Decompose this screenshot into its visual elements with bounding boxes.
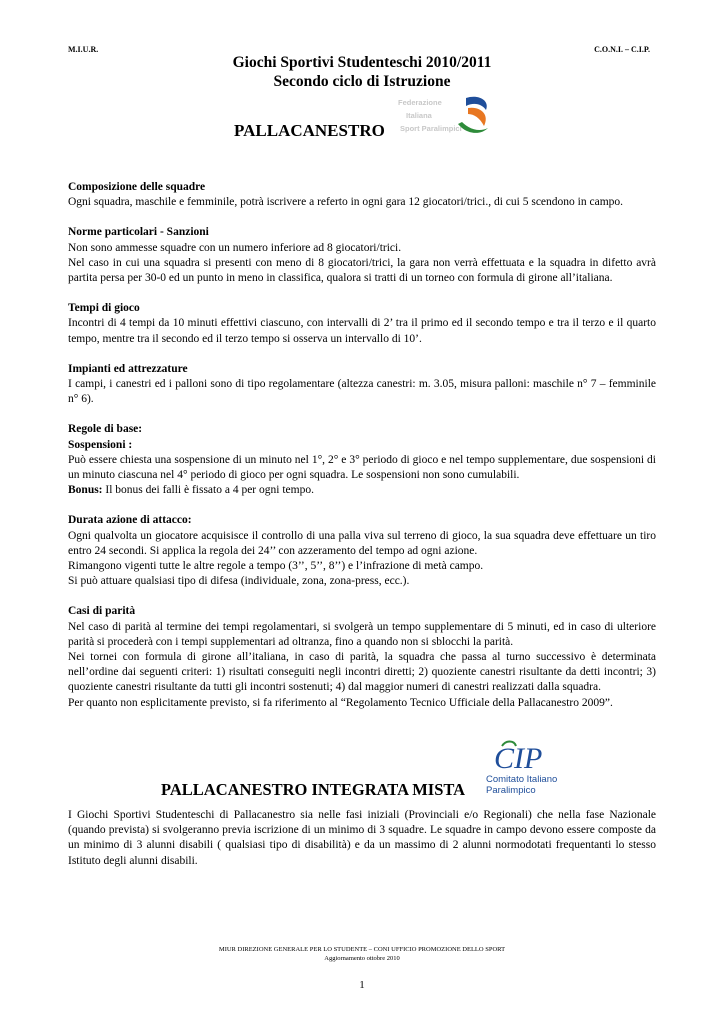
section-subheading: Sospensioni : xyxy=(68,438,133,451)
integrata-title: PALLACANESTRO INTEGRATA MISTA xyxy=(161,780,466,799)
cip-logo xyxy=(480,738,576,798)
section-heading: Composizione delle squadre xyxy=(68,181,206,193)
sport-title: PALLACANESTRO xyxy=(234,121,385,140)
logo-line-2: Italiana xyxy=(406,111,432,120)
section-heading: Impianti ed attrezzature xyxy=(68,362,188,375)
document-subtitle: Secondo ciclo di Istruzione xyxy=(273,73,451,90)
section-heading: Norme particolari - Sanzioni xyxy=(68,226,209,239)
paragraph: Ogni squadra, maschile e femminile, potrà iscrivere a referto in ogni gara 12 giocatori/trici., di cui 5 scendono in campo. xyxy=(68,196,624,209)
bonus-text: Il bonus dei falli è fissato a 4 per ogni tempo. xyxy=(102,484,314,497)
paragraph: Nel caso di parità al termine dei tempi regolamentari, si svolgerà un tempo supplementare di 5 minuti, ed in caso di ulteriore parità si procederà con i tempi supplementari ad oltranza, fino a quando non si sblocchi la parità. xyxy=(68,620,656,648)
paragraph: Incontri di 4 tempi da 10 minuti effettivi ciascuno, con intervalli di 2’ tra il primo ed il secondo tempo e tra il terzo e il quarto tempo, mentre tra il secondo ed il terzo tempo si osserva un intervallo di 10’. xyxy=(68,317,656,345)
section-impianti xyxy=(68,362,656,408)
section-tempi xyxy=(68,301,656,347)
logo-swoosh-orange xyxy=(468,108,486,126)
paragraph: Si può attuare qualsiasi tipo di difesa (individuale, zona, zona-press, ecc.). xyxy=(68,575,410,588)
paragraph-bonus xyxy=(68,483,656,498)
section-composizione xyxy=(68,180,656,210)
regulations-body xyxy=(68,180,656,726)
paragraph: I campi, i canestri ed i palloni sono di tipo regolamentare (altezza canestri: m. 3.05, misura palloni: maschile n° 7 – femminile n° 6). xyxy=(68,378,656,406)
paragraph: Per quanto non esplicitamente previsto, si fa riferimento al “Regolamento Tecnico Ufficiale della Pallacanestro 2009”. xyxy=(68,696,613,709)
paragraph: Nei tornei con formula di girone all’italiana, in caso di parità, la squadra che passa al turno successivo è determinata nell’ordine dai seguenti criteri: 1) risultati conseguiti negli incontri diretti; 2) quoziente canestri risultante da detti incontri; 3) quoziente canestri risultante da tutti gli incontri sostenuti; 4) dal maggior numeri di canestri realizzati dalla squadra. xyxy=(68,651,656,694)
header-left: M.I.U.R. xyxy=(68,45,99,54)
section-heading: Casi di parità xyxy=(68,605,136,618)
bonus-label: Bonus: xyxy=(68,484,103,497)
footer-line-1: MIUR DIREZIONE GENERALE PER LO STUDENTE – CONI UFFICIO PROMOZIONE DELLO SPORT xyxy=(218,946,506,953)
logo-line-1: Federazione xyxy=(398,98,442,107)
logo-line-3: Sport Paralimpici xyxy=(400,124,462,133)
section-norme xyxy=(68,225,656,286)
cip-line-2: Paralimpico xyxy=(486,785,536,796)
document-title: Giochi Sportivi Studenteschi 2010/2011 xyxy=(232,54,492,71)
cip-line-1: Comitato Italiano xyxy=(486,774,558,785)
section-heading: Regole di base: xyxy=(68,423,143,436)
paragraph: Può essere chiesta una sospensione di un minuto nel 1°, 2° e 3° periodo di gioco e nel tempo supplementare, due sospensioni di un minuto ciascuna nel 4° periodo di gioco per ogni squadra. Le sospensioni non sono cumulabili. xyxy=(68,453,656,482)
section-heading: Durata azione di attacco: xyxy=(68,514,192,527)
section-regole xyxy=(68,422,656,498)
paragraph: Rimangono vigenti tutte le altre regole a tempo (3’’, 5’’, 8’’) e l’infrazione di metà campo. xyxy=(68,560,484,573)
footer-line-2: Aggiornamento ottobre 2010 xyxy=(324,955,400,962)
cip-acronym: CIP xyxy=(494,742,543,775)
paragraph: I Giochi Sportivi Studenteschi di Pallacanestro sia nelle fasi iniziali (Provinciali e/o Regionali) che nella fase Nazionale (quando prevista) si svolgeranno previa iscrizione di un minimo di 3 squadre. Le squadre in campo devono essere composte da un minimo di 3 alunni disabili ( qualsiasi tipo di disabilità) e da un massimo di 2 alunni normodotati frequentanti lo stesso Istituto degli alunni disabili. xyxy=(68,809,656,867)
section-durata xyxy=(68,513,656,589)
fisdir-logo xyxy=(396,94,492,138)
section-heading: Tempi di gioco xyxy=(68,302,140,315)
section-parita xyxy=(68,604,656,710)
page-number: 1 xyxy=(359,979,365,991)
integrata-body xyxy=(68,808,656,869)
paragraph: Nel caso in cui una squadra si presenti con meno di 8 giocatori/trici, la gara non verrà effettuata e la squadra in difetto avrà partita persa per 30-0 ed un punto in meno in classifica, qualora si tratti di un torneo con formula di girone all’italiana. xyxy=(68,256,656,285)
paragraph: Ogni qualvolta un giocatore acquisisce il controllo di una palla viva sul terreno di gioco, la sua squadra deve effettuare un tiro entro 24 secondi. Si applica la regola dei 24’’ con azzeramento del tempo ad ogni azione. xyxy=(68,529,656,557)
paragraph: Non sono ammesse squadre con un numero inferiore ad 8 giocatori/trici. xyxy=(68,241,402,254)
header-right: C.O.N.I. – C.I.P. xyxy=(594,45,650,54)
